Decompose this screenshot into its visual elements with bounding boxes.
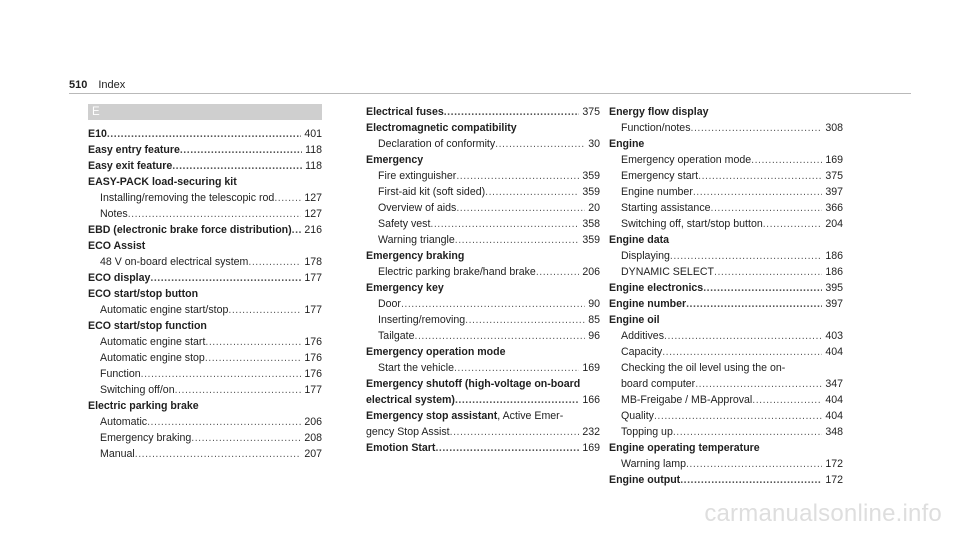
page-header	[69, 79, 911, 93]
sub-entry-line	[366, 136, 600, 152]
sub-entries	[609, 120, 843, 136]
dot-leader	[662, 344, 822, 360]
sub-entry-page[interactable]: 404	[825, 346, 843, 358]
index-entry	[366, 376, 600, 408]
sub-entry-text: Warning lamp	[621, 458, 686, 470]
dot-leader	[654, 408, 822, 424]
entry-title: Energy flow display	[609, 106, 709, 118]
entry-page[interactable]: 401	[304, 128, 322, 140]
sub-entries	[366, 264, 600, 280]
entry-line	[88, 158, 322, 174]
sub-entry-page[interactable]: 359	[582, 234, 600, 246]
entry-title-cont: gency Stop Assist	[366, 426, 450, 438]
sub-entry-text: Topping up	[621, 426, 673, 438]
letter-heading: E	[88, 104, 322, 120]
entry-title: Engine data	[609, 234, 670, 246]
sub-entry-page[interactable]: 90	[588, 298, 600, 310]
dot-leader	[430, 216, 579, 232]
sub-entries	[88, 190, 322, 222]
dot-leader	[680, 472, 822, 488]
sub-entries	[609, 456, 843, 472]
sub-entry-line	[609, 152, 843, 168]
sub-entry-line	[609, 184, 843, 200]
entry-page[interactable]: 166	[582, 394, 600, 406]
sub-entries	[88, 334, 322, 398]
sub-entry-text: Additives	[621, 330, 664, 342]
sub-entry-page[interactable]: 176	[304, 336, 322, 348]
entry-title: Emergency	[366, 154, 424, 166]
sub-entry-page[interactable]: 358	[582, 218, 600, 230]
sub-entry-line	[366, 232, 600, 248]
dot-leader	[415, 328, 586, 344]
index-entry	[366, 152, 600, 248]
index-entry	[366, 344, 600, 376]
sub-entries	[366, 296, 600, 344]
dot-leader	[175, 382, 302, 398]
index-entry	[609, 472, 843, 488]
sub-entry-line	[88, 334, 322, 350]
index-entry	[88, 174, 322, 222]
sub-entry-page[interactable]: 397	[825, 186, 843, 198]
sub-entry-page[interactable]: 404	[825, 394, 843, 406]
sub-entry-line	[88, 254, 322, 270]
index-entry	[88, 158, 322, 174]
dot-leader	[248, 254, 301, 270]
sub-entry-text: DYNAMIC SELECT	[621, 266, 715, 278]
sub-entry-text: Automatic engine start/stop	[100, 304, 229, 316]
sub-entry-text: Automatic engine stop	[100, 352, 205, 364]
dot-leader	[435, 440, 579, 456]
dot-leader	[454, 360, 579, 376]
entry-line	[88, 222, 322, 238]
dot-leader	[135, 446, 302, 462]
dot-leader	[751, 152, 822, 168]
sub-entry-text: Switching off/on	[100, 384, 175, 396]
entry-title: Electric parking brake	[88, 400, 199, 412]
sub-entry-text: Electric parking brake/hand brake	[378, 266, 536, 278]
sub-entry-line	[609, 120, 843, 136]
sub-entry-line	[88, 302, 322, 318]
sub-entry-page[interactable]: 176	[304, 352, 322, 364]
dot-leader	[455, 392, 579, 408]
index-column-1	[88, 104, 322, 462]
dot-leader	[455, 232, 580, 248]
index-entry	[609, 232, 843, 280]
sub-entry-line	[609, 344, 843, 360]
sub-entry-text: Switching off, start/stop button	[621, 218, 763, 230]
entry-line	[88, 142, 322, 158]
sub-entry-text: Manual	[100, 448, 135, 460]
dot-leader	[711, 200, 823, 216]
dot-leader	[456, 168, 579, 184]
sub-entry-text: Automatic engine start	[100, 336, 206, 348]
sub-entry-page[interactable]: 206	[304, 416, 322, 428]
dot-leader	[107, 126, 301, 142]
sub-entry-text: Overview of aids	[378, 202, 457, 214]
entry-title: Emotion Start	[366, 442, 436, 454]
sub-entries	[366, 136, 600, 152]
entry-title: ECO display	[88, 272, 151, 284]
sub-entry-text: 48 V on-board electrical system	[100, 256, 249, 268]
entry-page[interactable]: 232	[582, 426, 600, 438]
index-entry	[609, 312, 843, 440]
entry-page[interactable]: 177	[304, 272, 322, 284]
entry-page[interactable]: 375	[582, 106, 600, 118]
sub-entry-text: Safety vest	[378, 218, 431, 230]
entry-line	[366, 104, 600, 120]
dot-leader	[693, 184, 822, 200]
sub-entry-page[interactable]: 177	[304, 384, 322, 396]
sub-entry-line	[609, 328, 843, 344]
sub-entry-text: Start the vehicle	[378, 362, 454, 374]
dot-leader	[465, 312, 585, 328]
sub-entry-line	[366, 200, 600, 216]
entry-title: Electrical fuses	[366, 106, 444, 118]
dot-leader	[456, 200, 585, 216]
entry-title: EASY-PACK load-securing kit	[88, 176, 237, 188]
sub-entry-page[interactable]: 208	[304, 432, 322, 444]
sub-entry-line	[88, 190, 322, 206]
entry-page[interactable]: 216	[304, 224, 322, 236]
dot-leader	[536, 264, 579, 280]
sub-entry-line	[88, 414, 322, 430]
dot-leader	[150, 270, 301, 286]
entry-title: electrical system)	[366, 394, 455, 406]
sub-entry-line	[366, 264, 600, 280]
sub-entry-page[interactable]: 404	[825, 410, 843, 422]
dot-leader	[205, 334, 301, 350]
entry-title: Engine oil	[609, 314, 660, 326]
sub-entry-text: Displaying	[621, 250, 670, 262]
sub-entry-page[interactable]: 30	[588, 138, 600, 150]
sub-entry-line	[88, 446, 322, 462]
entry-page[interactable]: 395	[825, 282, 843, 294]
dot-leader	[450, 424, 580, 440]
entry-page[interactable]: 169	[582, 442, 600, 454]
index-column-3	[609, 104, 843, 488]
entry-title: Electromagnetic compatibility	[366, 122, 517, 134]
sub-entry-text: Starting assistance	[621, 202, 711, 214]
entry-page[interactable]: 118	[305, 160, 322, 172]
sub-entry-text: Inserting/removing	[378, 314, 466, 326]
dot-leader	[205, 350, 301, 366]
sub-entry-page[interactable]: 127	[304, 208, 322, 220]
sub-entry-page[interactable]: 347	[825, 378, 843, 390]
dot-leader	[714, 264, 822, 280]
dot-leader	[292, 222, 302, 238]
sub-entry-text: Automatic	[100, 416, 148, 428]
entry-line	[88, 126, 322, 142]
entry-line	[366, 424, 600, 440]
dot-leader	[763, 216, 823, 232]
header-divider	[69, 93, 911, 94]
sub-entry-text: Emergency start	[621, 170, 699, 182]
entry-title: ECO start/stop function	[88, 320, 207, 332]
dot-leader	[444, 104, 580, 120]
sub-entry-text: Fire extinguisher	[378, 170, 457, 182]
watermark: carmanualsonline.info	[704, 500, 942, 527]
dot-leader	[691, 120, 823, 136]
sub-entry-text: Notes	[100, 208, 128, 220]
dot-leader	[172, 158, 302, 174]
index-entry	[366, 104, 600, 120]
dot-leader	[401, 296, 585, 312]
index-entry	[609, 296, 843, 312]
sub-entry-page[interactable]: 366	[825, 202, 843, 214]
entry-title: Emergency stop assistant	[366, 410, 498, 422]
index-entry	[88, 142, 322, 158]
entry-title: Easy exit feature	[88, 160, 173, 172]
sub-entry-line	[88, 382, 322, 398]
sub-entries	[366, 360, 600, 376]
entry-line	[609, 472, 843, 488]
sub-entry-text: Emergency braking	[100, 432, 192, 444]
index-entry	[609, 280, 843, 296]
entry-line	[88, 270, 322, 286]
sub-entry-line	[366, 296, 600, 312]
dot-leader	[695, 376, 822, 392]
sub-entry-page[interactable]: 20	[588, 202, 600, 214]
sub-entry-page[interactable]: 127	[304, 192, 322, 204]
sub-entry-line	[609, 456, 843, 472]
sub-entry-line	[609, 392, 843, 408]
sub-entry-text: Emergency operation mode	[621, 154, 752, 166]
entry-title-line: Emergency shutoff (high-voltage on-board	[366, 378, 581, 390]
sub-entries	[88, 254, 322, 270]
sub-entry-text: MB-Freigabe / MB-Approval	[621, 394, 753, 406]
sub-entry-page[interactable]: 375	[825, 170, 843, 182]
sub-entry-page[interactable]: 96	[588, 330, 600, 342]
entry-page[interactable]: 397	[825, 298, 843, 310]
sub-entry-line	[88, 206, 322, 222]
dot-leader	[698, 168, 822, 184]
sub-entry-page[interactable]: 169	[582, 362, 600, 374]
sub-entry-line	[609, 168, 843, 184]
dot-leader	[670, 248, 822, 264]
index-entry	[609, 104, 843, 136]
index-entry	[88, 270, 322, 286]
sub-entry-line	[366, 216, 600, 232]
sub-entry-text: Function	[100, 368, 141, 380]
sub-entries	[609, 248, 843, 280]
sub-entries	[609, 152, 843, 232]
sub-entry-page[interactable]: 308	[825, 122, 843, 134]
page-number: 510	[69, 79, 88, 91]
sub-entry-page[interactable]: 176	[304, 368, 322, 380]
entry-title: Engine output	[609, 474, 681, 486]
entry-title: Emergency key	[366, 282, 444, 294]
entry-page[interactable]: 172	[825, 474, 843, 486]
dot-leader	[191, 430, 301, 446]
sub-entry-text: board computer	[621, 378, 696, 390]
index-entry	[88, 222, 322, 238]
section-title: Index	[98, 79, 126, 91]
entry-line	[366, 440, 600, 456]
index-entry	[88, 126, 322, 142]
entry-title: EBD (electronic brake force distribution)	[88, 224, 292, 236]
index-entry	[609, 136, 843, 232]
index-entry	[366, 440, 600, 456]
dot-leader	[686, 296, 822, 312]
sub-entry-text: Function/notes	[621, 122, 691, 134]
sub-entry-page[interactable]: 207	[304, 448, 322, 460]
sub-entry-text: Installing/removing the telescopic rod	[100, 192, 275, 204]
entry-line	[366, 392, 600, 408]
entry-title: Engine number	[609, 298, 687, 310]
sub-entry-text: Checking the oil level using the on-	[621, 362, 786, 374]
sub-entry-line	[366, 360, 600, 376]
sub-entries	[366, 168, 600, 248]
sub-entry-text: Capacity	[621, 346, 663, 358]
sub-entry-line	[609, 264, 843, 280]
dot-leader	[128, 206, 302, 222]
entry-title: Emergency braking	[366, 250, 465, 262]
sub-entry-text: Door	[378, 298, 401, 310]
sub-entry-page[interactable]: 85	[588, 314, 600, 326]
entry-title: ECO Assist	[88, 240, 146, 252]
entry-title: Emergency operation mode	[366, 346, 506, 358]
dot-leader	[495, 136, 585, 152]
sub-entry-page[interactable]: 169	[825, 154, 843, 166]
sub-entries	[88, 302, 322, 318]
sub-entry-line	[366, 328, 600, 344]
index-entry	[366, 408, 600, 440]
entry-title: Engine operating temperature	[609, 442, 760, 454]
sub-entry-line	[88, 350, 322, 366]
index-entry	[88, 318, 322, 398]
sub-entry-text: First-aid kit (soft sided)	[378, 186, 486, 198]
sub-entry-page[interactable]: 172	[825, 458, 843, 470]
entry-title-line	[366, 408, 600, 424]
entry-page[interactable]: 118	[305, 144, 322, 156]
sub-entry-line	[609, 424, 843, 440]
entry-line	[609, 296, 843, 312]
dot-leader	[180, 142, 302, 158]
index-entry	[88, 238, 322, 270]
dot-leader	[673, 424, 822, 440]
sub-entry-line	[366, 312, 600, 328]
sub-entry-page[interactable]: 348	[825, 426, 843, 438]
sub-entry-text: Declaration of conformity	[378, 138, 496, 150]
sub-entry-page[interactable]: 186	[825, 266, 843, 278]
sub-entry-page[interactable]: 359	[582, 170, 600, 182]
sub-entry-line	[609, 200, 843, 216]
entry-title: E10	[88, 128, 107, 140]
entry-title: Easy entry feature	[88, 144, 180, 156]
entry-line	[609, 280, 843, 296]
index-entry	[88, 398, 322, 462]
dot-leader	[703, 280, 822, 296]
sub-entry-page[interactable]: 204	[825, 218, 843, 230]
sub-entry-line	[88, 430, 322, 446]
sub-entry-page[interactable]: 178	[304, 256, 322, 268]
entry-title: Engine	[609, 138, 645, 150]
index-entry	[366, 280, 600, 344]
sub-entry-line	[609, 248, 843, 264]
dot-leader	[686, 456, 822, 472]
sub-entry-line	[366, 168, 600, 184]
sub-entry-page[interactable]: 186	[825, 250, 843, 262]
dot-leader	[147, 414, 301, 430]
sub-entry-page[interactable]: 206	[582, 266, 600, 278]
index-entry	[609, 440, 843, 472]
sub-entry-line	[609, 376, 843, 392]
index-entry	[88, 286, 322, 318]
sub-entry-text: Engine number	[621, 186, 693, 198]
sub-entry-page[interactable]: 359	[582, 186, 600, 198]
sub-entry-page[interactable]: 177	[304, 304, 322, 316]
index-entry	[366, 120, 600, 152]
sub-entry-text: Tailgate	[378, 330, 415, 342]
index-column-2	[366, 104, 600, 456]
dot-leader	[141, 366, 302, 382]
sub-entry-text: Quality	[621, 410, 654, 422]
entry-title: ECO start/stop button	[88, 288, 199, 300]
entry-title: Engine electronics	[609, 282, 704, 294]
sub-entry-line	[609, 408, 843, 424]
dot-leader	[274, 190, 301, 206]
sub-entry-line	[609, 216, 843, 232]
sub-entry-line	[88, 366, 322, 382]
sub-entry-page[interactable]: 403	[825, 330, 843, 342]
dot-leader	[664, 328, 822, 344]
entry-subtitle: , Active Emer-	[497, 410, 564, 422]
sub-entry-line	[366, 184, 600, 200]
sub-entry-text: Warning triangle	[378, 234, 455, 246]
dot-leader	[485, 184, 579, 200]
index-entry	[366, 248, 600, 280]
dot-leader	[752, 392, 822, 408]
dot-leader	[228, 302, 301, 318]
sub-entries	[88, 414, 322, 462]
